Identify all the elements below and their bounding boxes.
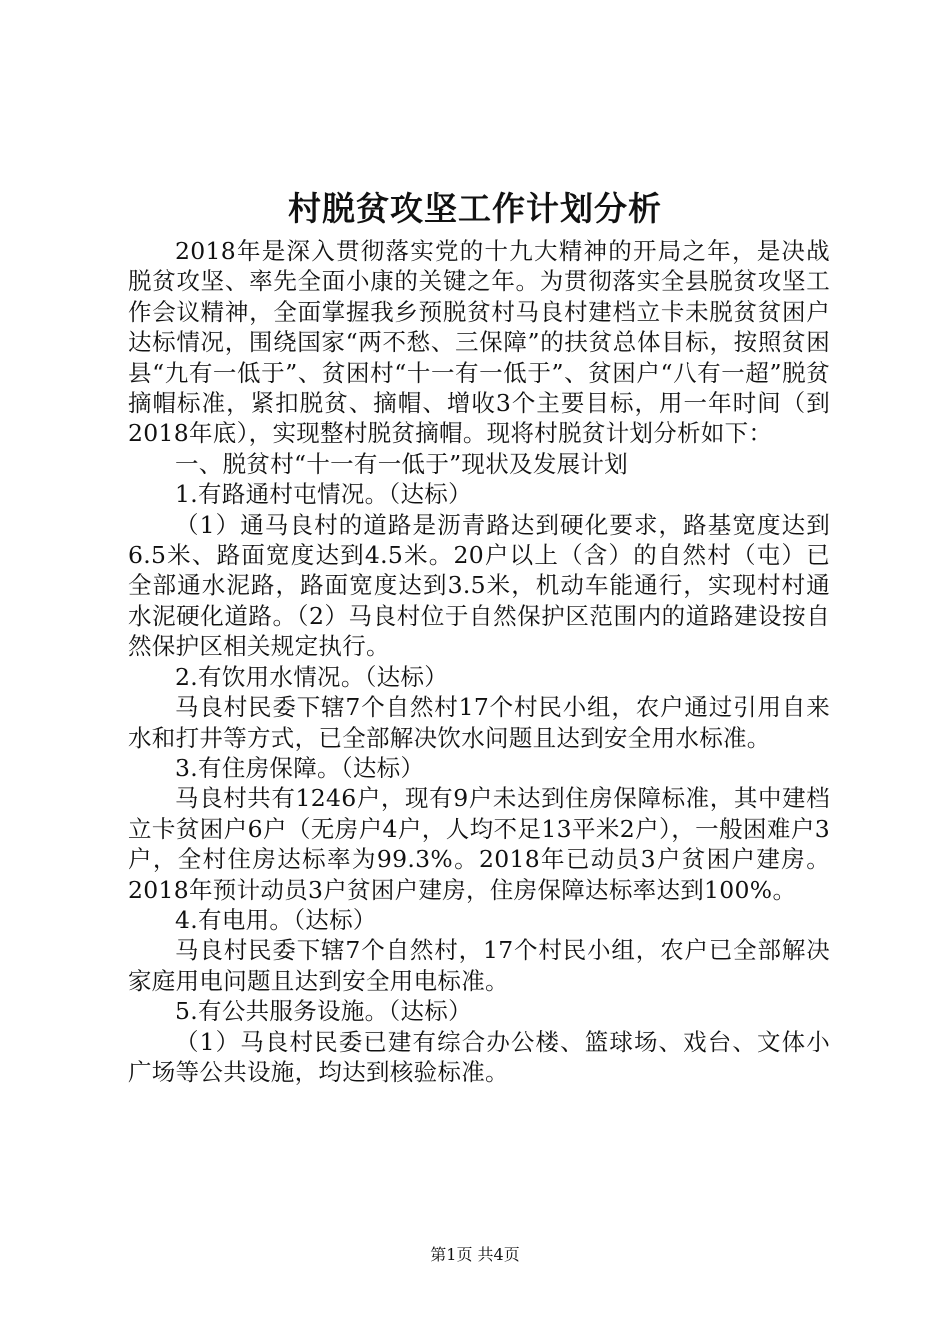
water-paragraph: 马良村民委下辖7个自然村17个村民小组，农户通过引用自来水和打井等方式，已全部解决饮水问题且达到安全用水标准。 bbox=[128, 693, 830, 752]
item-heading-electricity: 4.有电用。（达标） bbox=[175, 905, 377, 934]
item-heading-water: 2.有饮用水情况。（达标） bbox=[175, 662, 449, 691]
item-heading-road: 1.有路通村屯情况。（达标） bbox=[175, 480, 472, 509]
item-heading-housing: 3.有住房保障。（达标） bbox=[175, 753, 425, 782]
document-title: 村脱贫攻坚工作计划分析 bbox=[288, 189, 662, 228]
road-paragraph: （1）通马良村的道路是沥青路达到硬化要求，路基宽度达到6.5米、路面宽度达到4.5米。20户以上（含）的自然村（屯）已全部通水泥路，路面宽度达到3.5米，机动车能通行，实现村村通水泥硬化道路。（2）马良村位于自然保护区范围内的道路建设按自然保护区相关规定执行。 bbox=[128, 510, 830, 661]
section-heading: 一、脱贫村“十一有一低于”现状及发展计划 bbox=[175, 449, 629, 478]
electricity-paragraph: 马良村民委下辖7个自然村，17个村民小组，农户已全部解决家庭用电问题且达到安全用电标准。 bbox=[128, 936, 830, 995]
page-footer: 第1页 共4页 bbox=[430, 1245, 520, 1264]
housing-paragraph: 马良村共有1246户，现有9户未达到住房保障标准，其中建档立卡贫困户6户（无房户4户，人均不足13平米2户），一般困难户3户，全村住房达标率为99.3%。2018年已动员3户贫困户建房。2018年预计动员3户贫困户建房，住房保障达标率达到100%。 bbox=[128, 784, 830, 904]
public-services-paragraph: （1）马良村民委已建有综合办公楼、篮球场、戏台、文体小广场等公共设施，均达到核验标准。 bbox=[128, 1027, 830, 1086]
document-body bbox=[128, 236, 830, 1087]
intro-paragraph: 2018年是深入贯彻落实党的十九大精神的开局之年，是决战脱贫攻坚、率先全面小康的关键之年。为贯彻落实全县脱贫攻坚工作会议精神，全面掌握我乡预脱贫村马良村建档立卡未脱贫贫困户达标情况，围绕国家“两不愁、三保障”的扶贫总体目标，按照贫困县“九有一低于”、贫困村“十一有一低于”、贫困户“八有一超”脱贫摘帽标准，紧扣脱贫、摘帽、增收3个主要目标，用一年时间（到2018年底），实现整村脱贫摘帽。现将村脱贫计划分析如下： bbox=[128, 237, 830, 448]
item-heading-public-services: 5.有公共服务设施。（达标） bbox=[175, 997, 472, 1026]
